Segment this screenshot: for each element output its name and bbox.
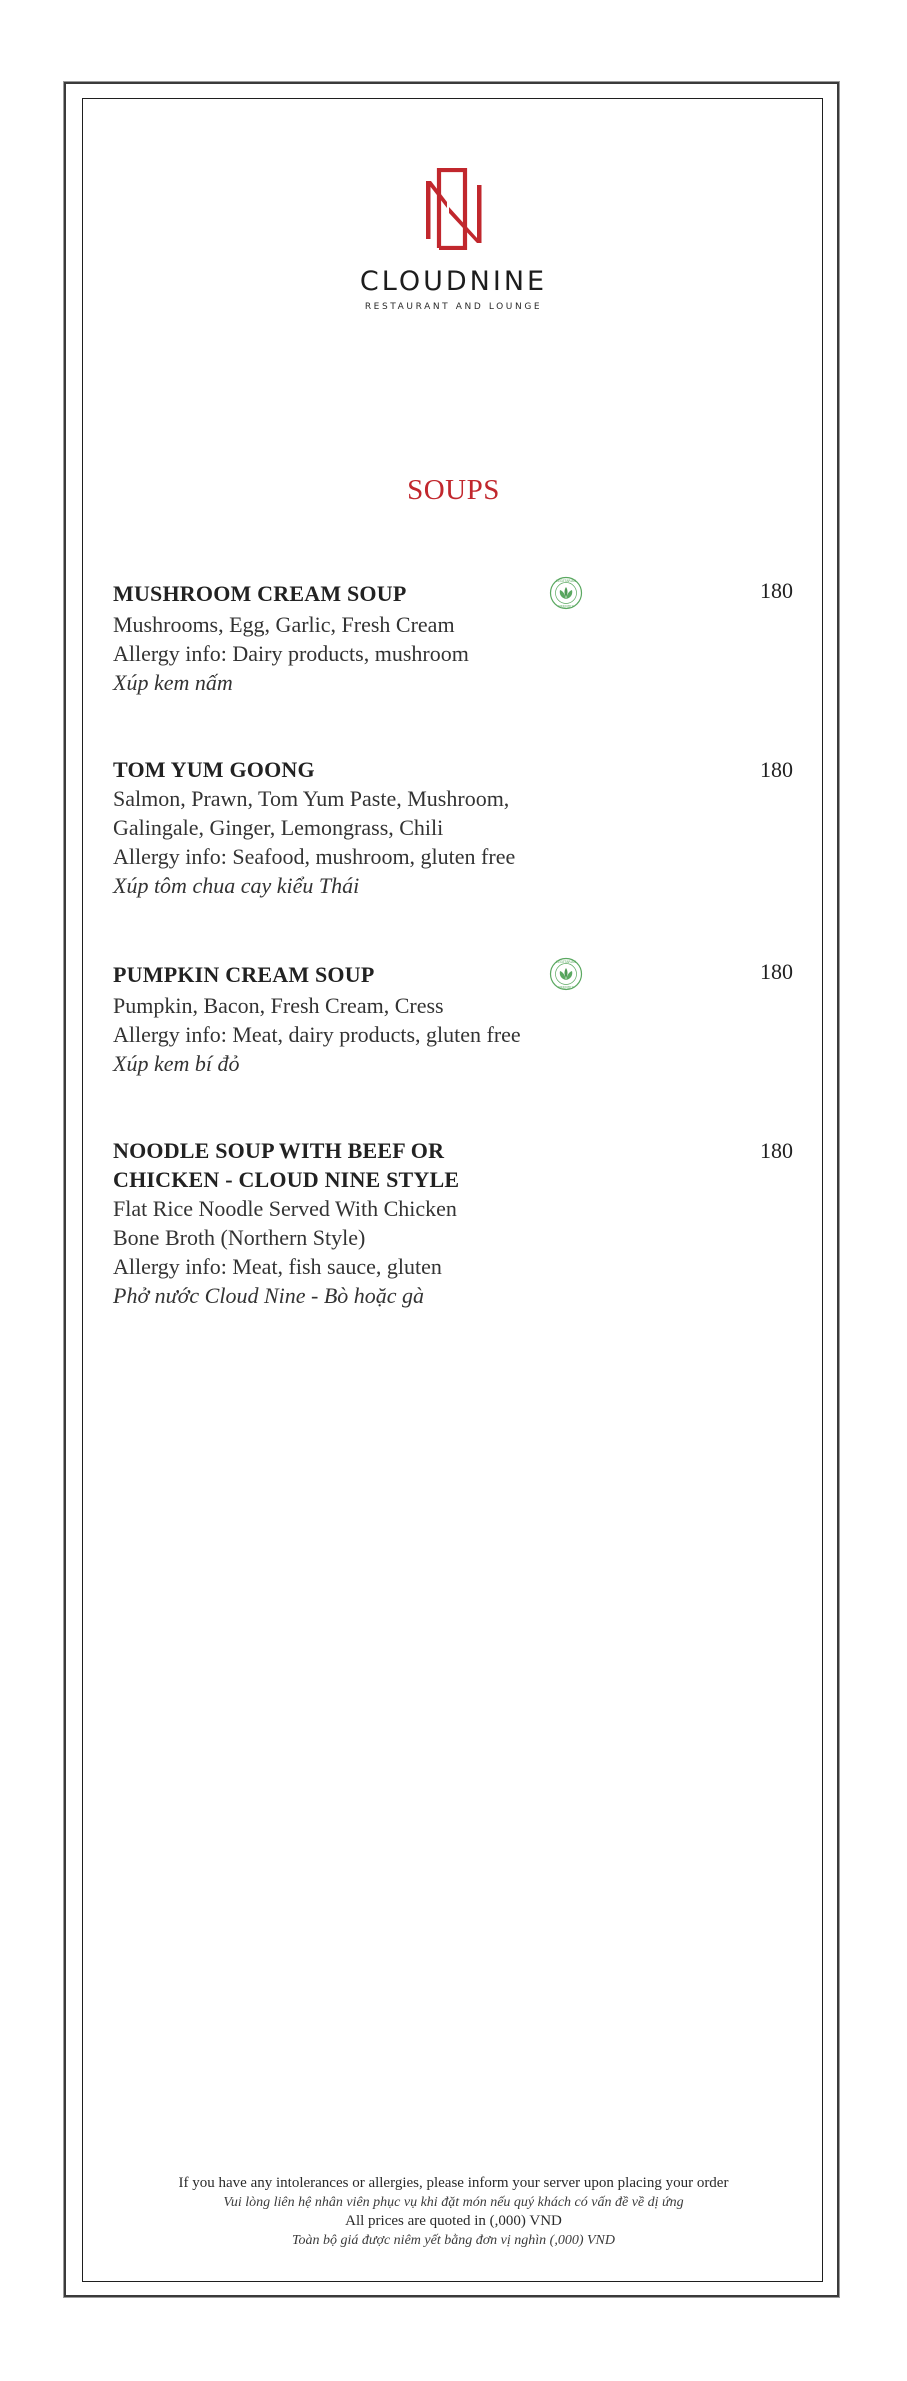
item-ingredients: Bone Broth (Northern Style) [113, 1225, 366, 1250]
item-allergy-info: Allergy info: Dairy products, mushroom [113, 641, 469, 666]
item-allergy-info: Allergy info: Seafood, mushroom, gluten free [113, 844, 516, 869]
allergy-notice-vn: Vui lòng liên hệ nhân viên phục vụ khi đặt món nếu quý khách có vấn đề về dị ứng [223, 2195, 684, 2210]
item-ingredients: Mushrooms, Egg, Garlic, Fresh Cream [113, 612, 455, 637]
svg-text:FRIENDLY: FRIENDLY [558, 985, 574, 990]
item-price: 180 [760, 757, 793, 782]
item-vietnamese-name: Xúp tôm chua cay kiểu Thái [113, 873, 360, 898]
item-name: MUSHROOM CREAM SOUP [113, 580, 407, 606]
allergy-notice-en: If you have any intolerances or allergies, please inform your server upon placing your order [178, 2175, 729, 2191]
brand-name: CLOUDNINE [359, 266, 548, 297]
menu-item [113, 755, 793, 900]
vegetarian-friendly-icon [549, 957, 583, 991]
item-ingredients: Salmon, Prawn, Tom Yum Paste, Mushroom, [113, 786, 510, 811]
item-ingredients: Pumpkin, Bacon, Fresh Cream, Cress [113, 993, 444, 1018]
item-price: 180 [760, 959, 793, 984]
vegetarian-friendly-icon [549, 576, 583, 610]
price-notice-vn: Toàn bộ giá được niêm yết bằng đơn vị nghìn (,000) VND [291, 2233, 616, 2248]
item-price: 180 [760, 578, 793, 603]
item-ingredients: Galingale, Ginger, Lemongrass, Chili [113, 815, 444, 840]
menu-list [113, 576, 793, 1363]
price-notice-en: All prices are quoted in (,000) VND [345, 2213, 562, 2229]
section-title: SOUPS [407, 474, 500, 506]
item-ingredients: Flat Rice Noodle Served With Chicken [113, 1196, 457, 1221]
item-name: CHICKEN - CLOUD NINE STYLE [113, 1167, 460, 1192]
item-name: TOM YUM GOONG [113, 757, 315, 782]
item-vietnamese-name: Phở nước Cloud Nine - Bò hoặc gà [113, 1283, 425, 1308]
menu-footer [0, 2174, 907, 2250]
item-name: NOODLE SOUP WITH BEEF OR [113, 1138, 445, 1163]
cloud-nine-monogram-icon [425, 168, 483, 250]
item-vietnamese-name: Xúp kem bí đỏ [113, 1051, 240, 1076]
item-allergy-info: Allergy info: Meat, fish sauce, gluten [113, 1254, 442, 1279]
svg-text:FRIENDLY: FRIENDLY [558, 604, 574, 609]
item-allergy-info: Allergy info: Meat, dairy products, gluten free [113, 1022, 521, 1047]
menu-item [113, 1136, 793, 1310]
svg-text:VEGETARIAN: VEGETARIAN [555, 578, 577, 583]
brand-tagline: RESTAURANT AND LOUNGE [364, 302, 543, 312]
menu-item [113, 957, 793, 1078]
menu-item [113, 576, 793, 697]
restaurant-logo [0, 168, 907, 312]
svg-text:VEGETARIAN: VEGETARIAN [555, 959, 577, 964]
item-vietnamese-name: Xúp kem nấm [113, 670, 233, 695]
item-name: PUMPKIN CREAM SOUP [113, 961, 375, 987]
item-price: 180 [760, 1138, 793, 1163]
